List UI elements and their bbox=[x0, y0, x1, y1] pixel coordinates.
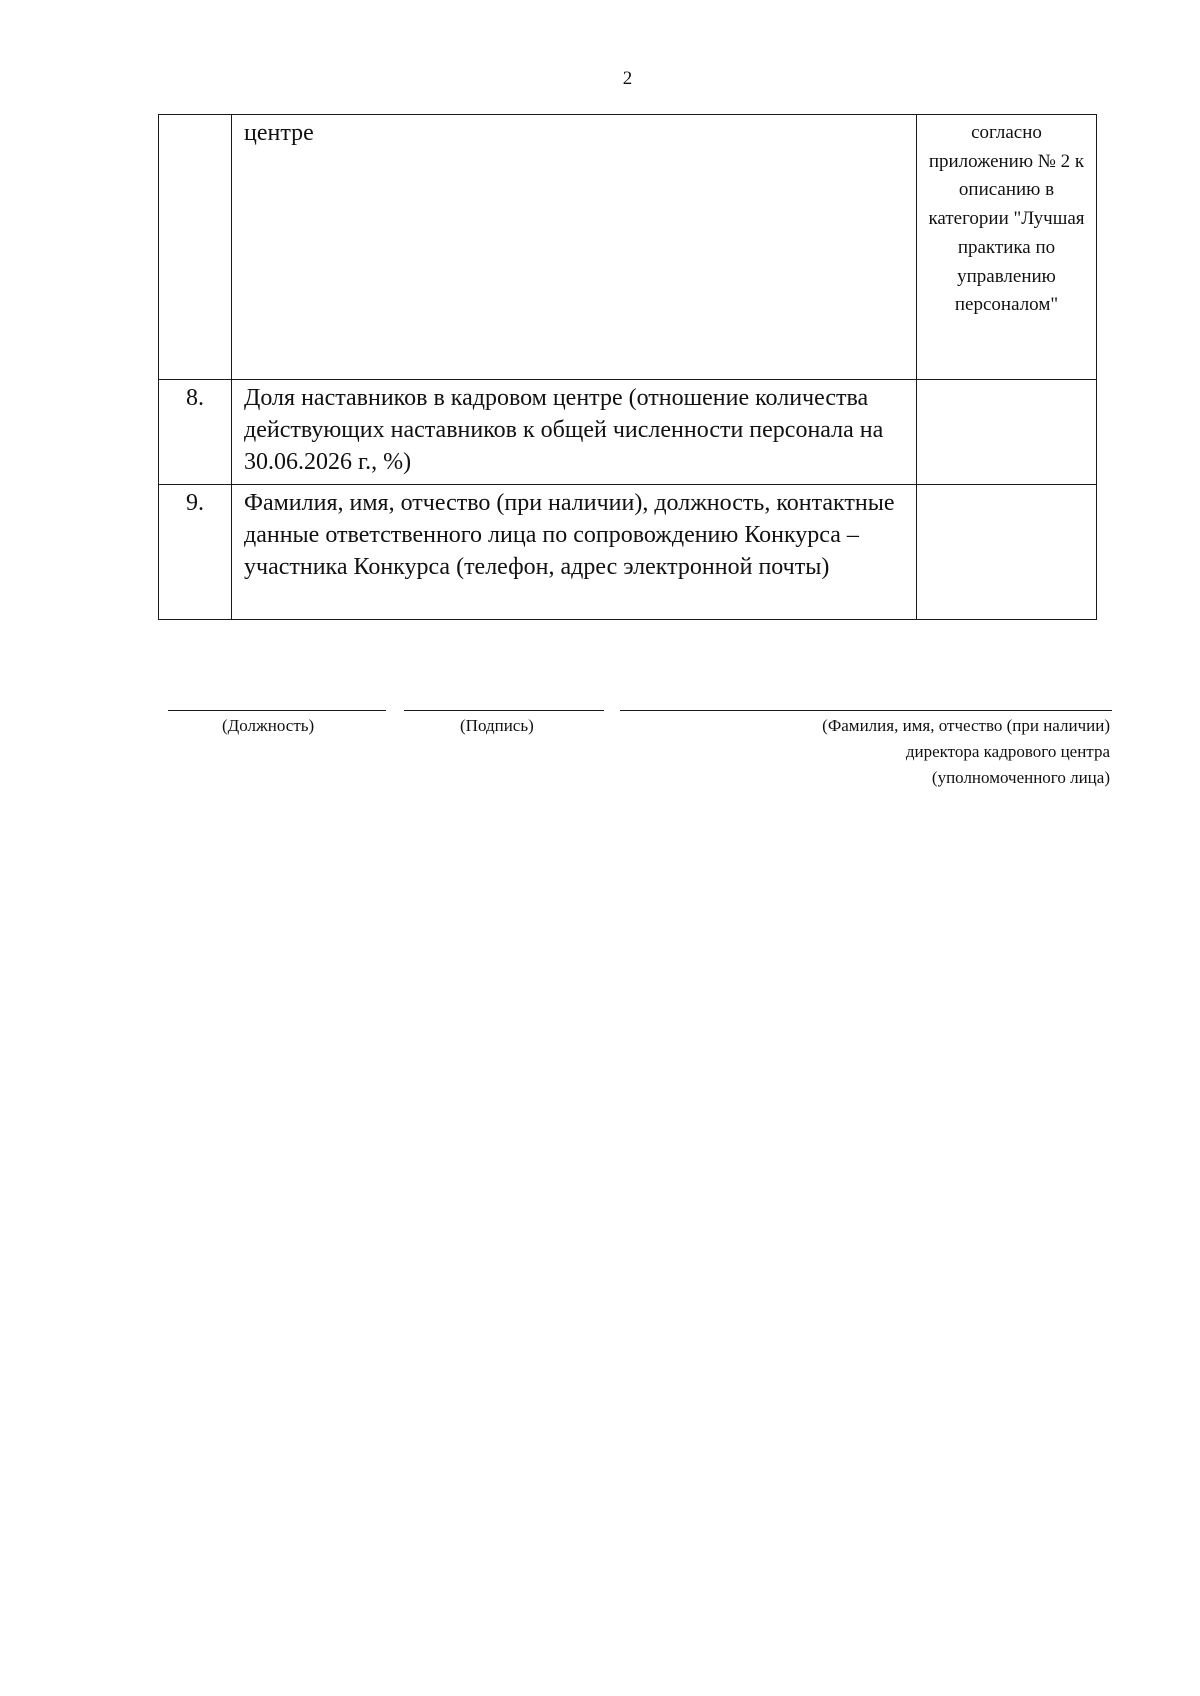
position-caption: (Должность) bbox=[222, 716, 315, 735]
page-number: 2 bbox=[622, 68, 633, 89]
row-text: центре bbox=[232, 115, 917, 380]
criteria-table bbox=[158, 114, 1097, 620]
row-number bbox=[159, 115, 232, 380]
name-signature-line bbox=[620, 710, 1112, 711]
row-note bbox=[917, 485, 1097, 620]
signature-line bbox=[404, 710, 604, 711]
row-number: 9. bbox=[159, 485, 232, 620]
row-text: Фамилия, имя, отчество (при наличии), должность, контактные данные ответственного лица по сопровождению Конкурса – участника Конкурса (телефон, адрес электронной почты) bbox=[232, 485, 917, 620]
table-row bbox=[159, 115, 1097, 380]
row-text: Доля наставников в кадровом центре (отношение количества действующих наставников к общей численности персонала на 30.06.2026 г., %) bbox=[232, 380, 917, 485]
row-number: 8. bbox=[159, 380, 232, 485]
signature-caption: (Подпись) bbox=[460, 716, 534, 735]
table-row bbox=[159, 485, 1097, 620]
position-signature-line bbox=[168, 710, 386, 711]
name-caption: (Фамилия, имя, отчество (при наличии) директора кадрового центра (уполномоченного лица) bbox=[822, 716, 1110, 787]
table-row bbox=[159, 380, 1097, 485]
row-note bbox=[917, 380, 1097, 485]
row-note: согласно приложению № 2 к описанию в категории "Лучшая практика по управлению персоналом" bbox=[917, 115, 1097, 380]
